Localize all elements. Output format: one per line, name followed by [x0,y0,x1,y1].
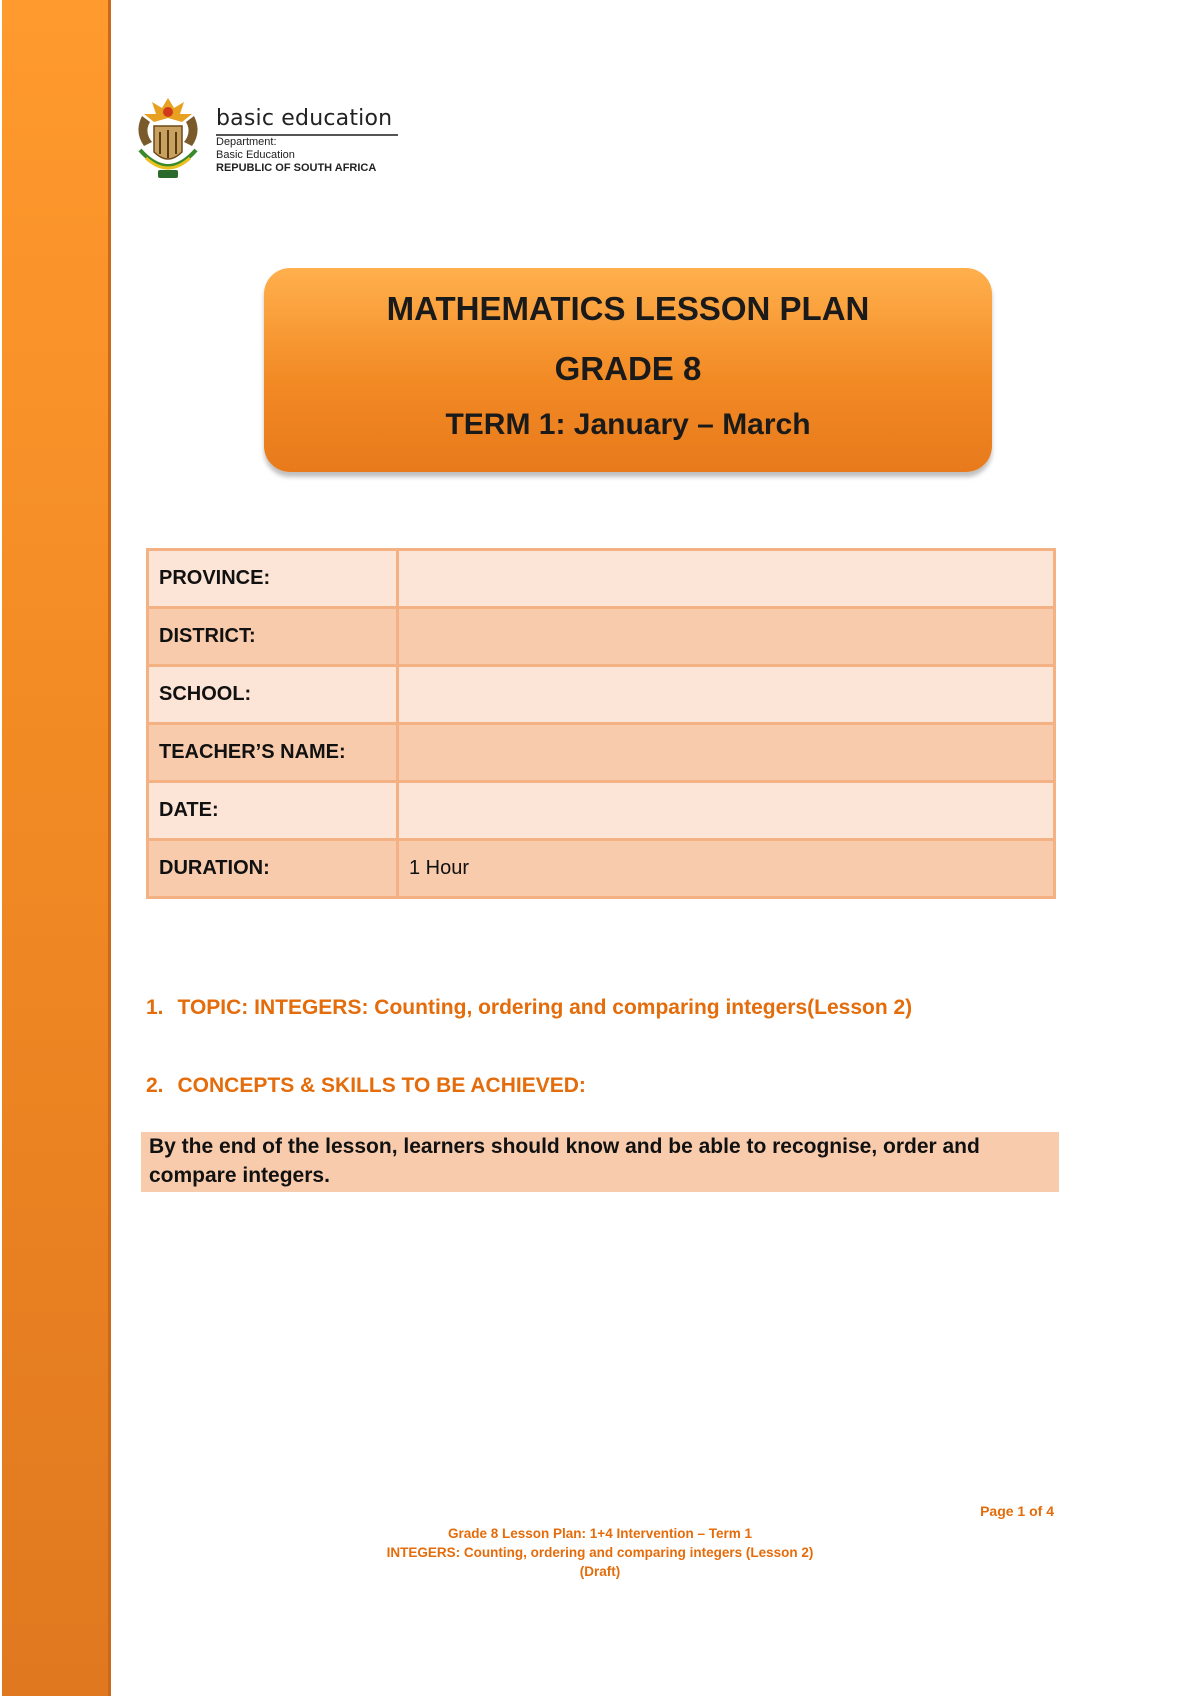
grade-title: GRADE 8 [554,350,702,387]
topic-heading [146,996,912,1020]
school-label: SCHOOL: [148,666,398,724]
department-logo [132,92,398,188]
table-row [148,608,1055,666]
teacher-name-field[interactable] [398,724,1055,782]
logo-basic-education: Basic Education [216,149,295,161]
duration-label: DURATION: [148,840,398,898]
province-label: PROVINCE: [148,550,398,608]
logo-department: Department: [216,136,277,148]
table-row [148,782,1055,840]
province-field[interactable] [398,550,1055,608]
footer-line: Grade 8 Lesson Plan: 1+4 Intervention – Term 1 [448,1526,752,1541]
coat-of-arms-icon [132,92,204,188]
teacher-name-label: TEACHER’S NAME: [148,724,398,782]
date-label: DATE: [148,782,398,840]
duration-value: 1 Hour [398,840,1055,898]
document-title: MATHEMATICS LESSON PLAN [386,290,870,327]
date-field[interactable] [398,782,1055,840]
footer-line: INTEGERS: Counting, ordering and comparing integers (Lesson 2) [386,1545,814,1560]
table-row [148,550,1055,608]
table-row [148,840,1055,898]
page-number: Page 1 of 4 [980,1503,1054,1519]
concepts-heading [146,1074,586,1098]
district-label: DISTRICT: [148,608,398,666]
logo-brand: basic education [216,106,398,136]
section-number: 2. [146,1074,164,1097]
footer [360,1524,840,1581]
district-field[interactable] [398,608,1055,666]
table-row [148,724,1055,782]
orange-side-bar [2,0,111,1696]
logo-country: REPUBLIC OF SOUTH AFRICA [216,162,377,174]
section-number: 1. [146,996,164,1019]
concepts-text: By the end of the lesson, learners should know and be able to recognise, order and compare integers. [141,1132,1059,1192]
term-title: TERM 1: January – March [445,408,811,441]
footer-line: (Draft) [579,1564,621,1579]
section-heading: CONCEPTS & SKILLS TO BE ACHIEVED: [177,1074,586,1097]
table-row [148,666,1055,724]
school-field[interactable] [398,666,1055,724]
section-heading: TOPIC: INTEGERS: Counting, ordering and comparing integers(Lesson 2) [177,996,913,1019]
title-banner [264,268,992,472]
lesson-info-table [146,548,1056,899]
